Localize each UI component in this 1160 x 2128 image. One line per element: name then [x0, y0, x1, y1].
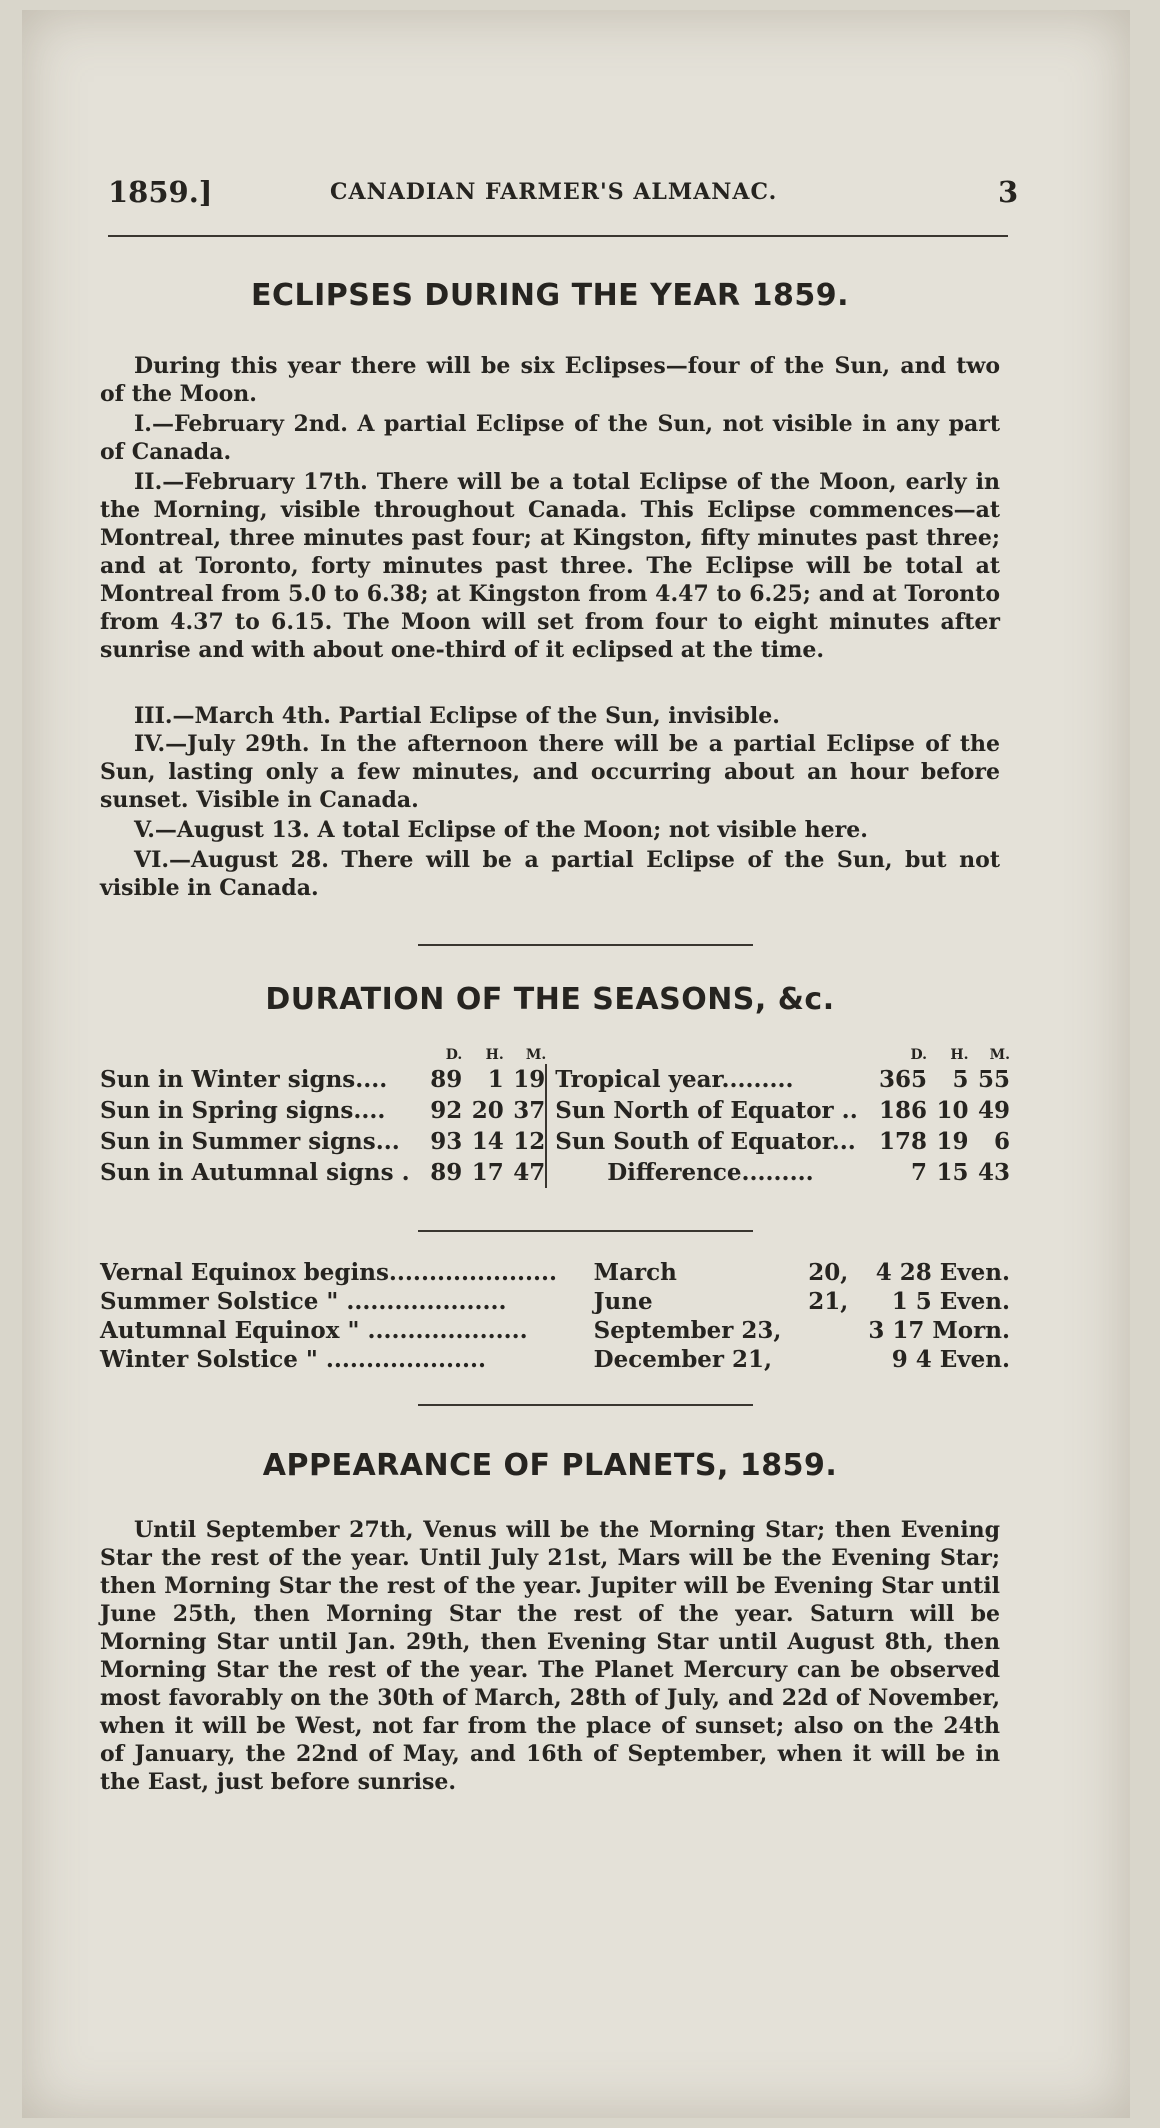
header-rule	[108, 235, 1008, 237]
col-d-left: D.	[445, 1047, 463, 1063]
eclipse-1: I.—February 2nd. A partial Eclipse of the Sun, not visible in any part of Canada.	[100, 411, 1000, 465]
table-row: Sun in Spring signs.... 92 20 37 Sun North of Equator .. 186 10 49	[100, 1097, 1010, 1124]
page-number: 3	[998, 175, 1019, 209]
section-rule	[418, 1230, 753, 1232]
eclipse-4: IV.—July 29th. In the afternoon there will be a partial Eclipse of the Sun, lasting only a few minutes, and occurring about an hour before sunset. Visible in Canada.	[100, 731, 1000, 813]
header-year: 1859.]	[108, 175, 213, 209]
col-h-right: H.	[950, 1047, 969, 1063]
table-row: Autumnal Equinox " .................... September 23, 3 17 Morn.	[100, 1317, 1010, 1344]
eclipses-heading: ECLIPSES DURING THE YEAR 1859.	[250, 278, 849, 313]
col-h-left: H.	[485, 1047, 504, 1063]
table-row: Sun in Autumnal signs . 89 17 47 Difference......... 7 15 43	[100, 1159, 1010, 1186]
seasons-table	[100, 1046, 1010, 1188]
col-d-right: D.	[910, 1047, 928, 1063]
eclipse-6: VI.—August 28. There will be a partial Eclipse of the Sun, but not visible in Canada.	[100, 847, 1000, 901]
table-row: Sun in Winter signs.... 89 1 19 Tropical year......... 365 5 55	[100, 1066, 1010, 1093]
planets-paragraph: Until September 27th, Venus will be the Morning Star; then Evening Star the rest of the year. Until July 21st, Mars will be the Evening Star; then Morning Star the rest of the year. Jupiter will be Evening Star until June 25th, then Morning Star the rest of the year. Saturn will be Morning Star until Jan. 29th, then Evening Star until August 8th, then Morning Star the rest of the year. The Planet Mercury can be observed most favorably on the 30th of March, 28th of July, and 22d of November, when it will be West, not far from the place of sunset; also on the 24th of January, the 22nd of May, and 16th of September, when it will be in the East, just before sunrise.	[100, 1517, 1000, 1795]
planets-heading: APPEARANCE OF PLANETS, 1859.	[262, 1448, 838, 1483]
table-row: Sun in Summer signs... 93 14 12 Sun South of Equator... 178 19 6	[100, 1128, 1010, 1155]
table-row: Vernal Equinox begins..................... March 20, 4 28 Even.	[100, 1259, 1010, 1286]
table-row: Winter Solstice " .................... December 21, 9 4 Even.	[100, 1346, 1010, 1373]
eclipse-3: III.—March 4th. Partial Eclipse of the Sun, invisible.	[134, 703, 780, 729]
table-row: Summer Solstice " .................... June 21, 1 5 Even.	[100, 1288, 1010, 1315]
page-header	[108, 175, 1019, 215]
section-rule	[418, 1404, 753, 1406]
seasons-heading: DURATION OF THE SEASONS, &c.	[265, 982, 835, 1017]
equinox-table	[100, 1258, 1010, 1374]
col-m-right: M.	[989, 1047, 1010, 1063]
eclipses-intro: During this year there will be six Eclipses—four of the Sun, and two of the Moon.	[100, 353, 1000, 407]
eclipse-5: V.—August 13. A total Eclipse of the Moon; not visible here.	[134, 817, 868, 843]
section-rule	[418, 944, 753, 946]
header-title: CANADIAN FARMER'S ALMANAC.	[330, 179, 778, 205]
eclipse-2: II.—February 17th. There will be a total Eclipse of the Moon, early in the Morning, visible throughout Canada. This Eclipse commences—at Montreal, three minutes past four; at Kingston, fifty minutes past three; and at Toronto, forty minutes past three. The Eclipse will be total at Montreal from 5.0 to 6.38; at Kingston from 4.47 to 6.25; and at Toronto from 4.37 to 6.15. The Moon will set from four to eight minutes after sunrise and with about one-third of it eclipsed at the time.	[100, 469, 1000, 663]
col-m-left: M.	[525, 1047, 547, 1063]
